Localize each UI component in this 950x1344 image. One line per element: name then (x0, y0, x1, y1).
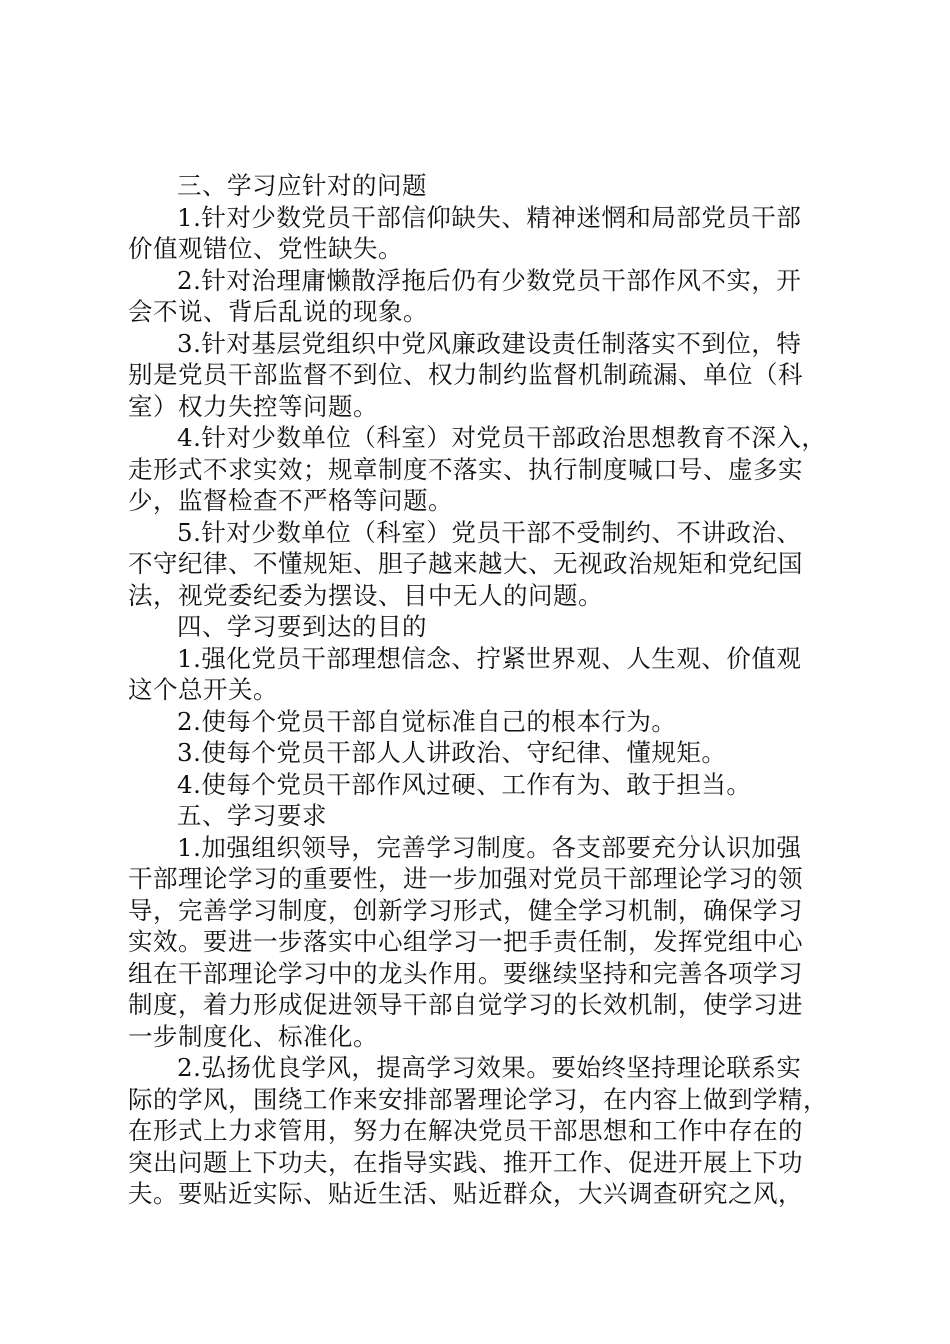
text-line: 2.弘扬优良学风，提高学习效果。要始终坚持理论联系实 (177, 1053, 802, 1082)
text-line: 制度，着力形成促进领导干部自觉学习的长效机制，使学习进 (128, 990, 803, 1019)
text-line: 一步制度化、标准化。 (128, 1021, 378, 1051)
text-line: 3.针对基层党组织中党风廉政建设责任制落实不到位，特 (177, 328, 802, 358)
text-line: 在形式上力求管用，努力在解决党员干部思想和工作中存在的 (128, 1116, 803, 1145)
text-line: 组在干部理论学习中的龙头作用。要继续坚持和完善各项学习 (128, 958, 803, 988)
text-line: 2.针对治理庸懒散浮拖后仍有少数党员干部作风不实，开 (177, 265, 802, 295)
document-body (128, 170, 828, 1210)
text-line: 导，完善学习制度，创新学习形式，健全学习机制，确保学习 (128, 895, 803, 925)
text-line: 不守纪律、不懂规矩、胆子越来越大、无视政治规矩和党纪国 (128, 549, 803, 578)
text-line: 4.针对少数单位（科室）对党员干部政治思想教育不深入， (177, 423, 827, 452)
text-line: 干部理论学习的重要性，进一步加强对党员干部理论学习的领 (128, 864, 803, 893)
text-line: 法，视党委纪委为摆设、目中无人的问题。 (128, 580, 603, 610)
text-line: 少，监督检查不严格等问题。 (128, 486, 453, 515)
text-line: 4.使每个党员干部作风过硬、工作有为、敢于担当。 (177, 769, 752, 799)
text-line: 五、学习要求 (177, 801, 327, 830)
text-line: 价值观错位、党性缺失。 (128, 234, 403, 263)
text-line: 5.针对少数单位（科室）党员干部不受制约、不讲政治、 (177, 517, 802, 547)
text-line: 三、学习应针对的问题 (177, 171, 427, 200)
text-line: 这个总开关。 (128, 675, 278, 704)
text-line: 突出问题上下功夫，在指导实践、推开工作、促进开展上下功 (128, 1147, 803, 1177)
text-line: 实效。要进一步落实中心组学习一把手责任制，发挥党组中心 (128, 927, 803, 956)
text-line: 际的学风，围绕工作来安排部署理论学习，在内容上做到学精， (128, 1084, 828, 1114)
text-line: 1.加强组织领导，完善学习制度。各支部要充分认识加强 (177, 832, 802, 862)
text-line: 别是党员干部监督不到位、权力制约监督机制疏漏、单位（科 (128, 360, 803, 389)
text-line: 2.使每个党员干部自觉标准自己的根本行为。 (177, 706, 677, 736)
text-line: 走形式不求实效；规章制度不落实、执行制度喊口号、虚多实 (128, 454, 803, 484)
text-line: 1.强化党员干部理想信念、拧紧世界观、人生观、价值观 (177, 643, 802, 673)
text-line: 室）权力失控等问题。 (128, 391, 378, 421)
text-line: 3.使每个党员干部人人讲政治、守纪律、懂规矩。 (177, 738, 727, 767)
text-line: 1.针对少数党员干部信仰缺失、精神迷惘和局部党员干部 (177, 202, 802, 232)
text-line: 四、学习要到达的目的 (177, 612, 427, 641)
text-line: 夫。要贴近实际、贴近生活、贴近群众，大兴调查研究之风， (128, 1179, 803, 1208)
text-line: 会不说、背后乱说的现象。 (128, 297, 428, 326)
